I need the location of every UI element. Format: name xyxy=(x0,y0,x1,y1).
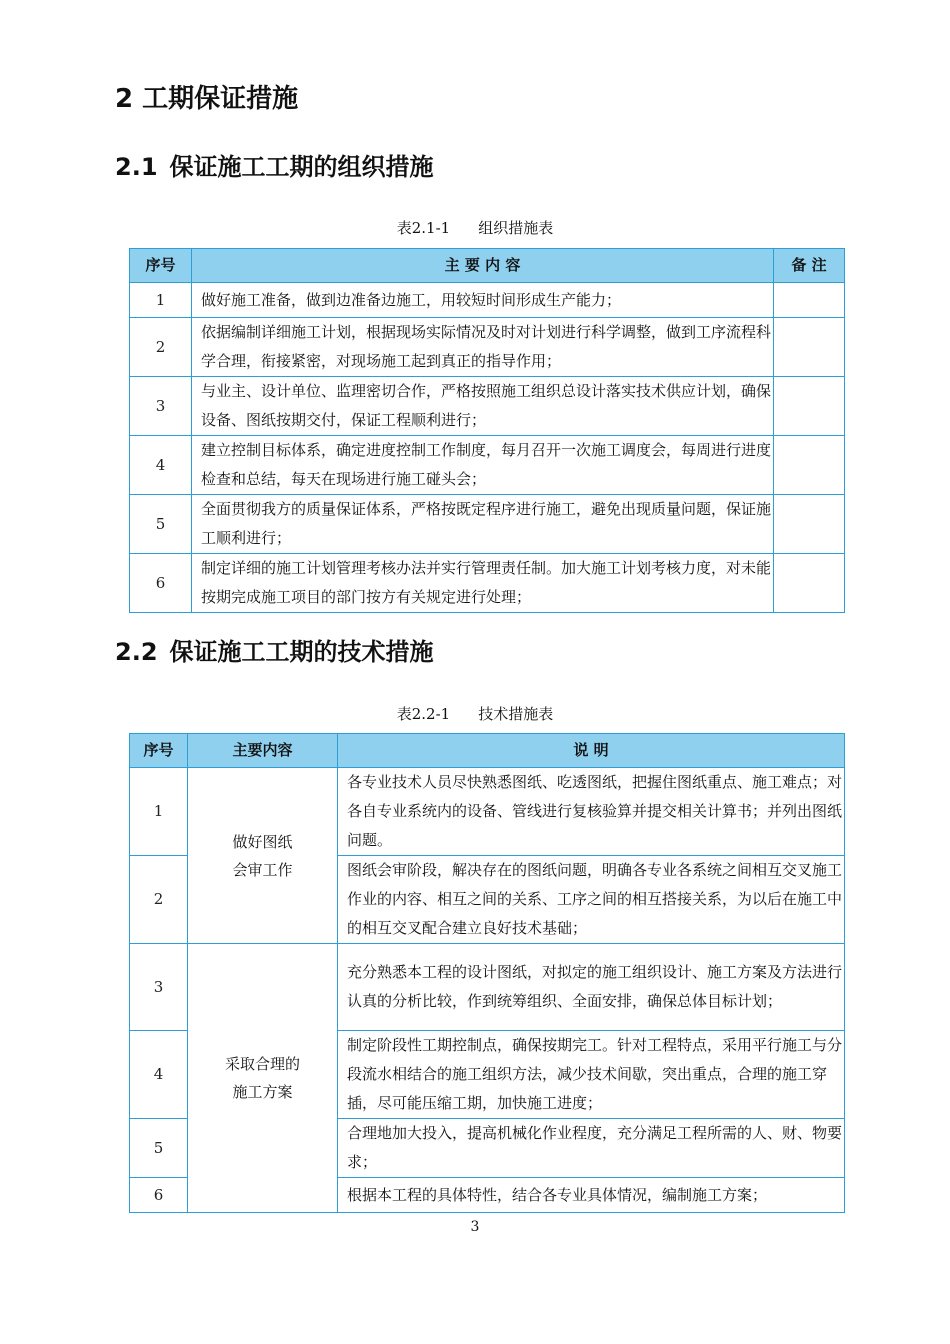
row-index: 3 xyxy=(130,377,192,436)
table-row xyxy=(130,283,845,318)
table-caption-2 xyxy=(0,703,950,724)
group-label-line: 做好图纸 xyxy=(232,832,293,851)
header-main-content: 主要内容 xyxy=(188,734,338,768)
table-row xyxy=(130,318,845,377)
technical-measures-table xyxy=(129,733,845,1213)
row-note xyxy=(774,495,845,554)
row-index: 4 xyxy=(130,1031,188,1119)
row-content: 与业主、设计单位、监理密切合作，严格按照施工组织总设计落实技术供应计划，确保设备、图纸按期交付，保证工程顺利进行； xyxy=(192,377,774,436)
row-index: 2 xyxy=(130,856,188,944)
row-index: 1 xyxy=(130,768,188,856)
table-caption-1 xyxy=(0,217,950,238)
header-content: 主 要 内 容 xyxy=(192,249,774,283)
row-index: 3 xyxy=(130,944,188,1031)
table-row xyxy=(130,554,845,613)
page-number: 3 xyxy=(470,1219,480,1235)
table-row xyxy=(130,436,845,495)
table-row xyxy=(130,495,845,554)
row-index: 6 xyxy=(130,1178,188,1213)
chapter-heading: 2 工期保证措施 xyxy=(115,84,299,114)
row-note xyxy=(774,283,845,318)
section-title: 保证施工工期的技术措施 xyxy=(169,638,434,666)
header-note: 备 注 xyxy=(774,249,845,283)
table-row xyxy=(130,377,845,436)
row-index: 6 xyxy=(130,554,192,613)
table-row xyxy=(130,944,845,1031)
organization-measures-table xyxy=(129,248,845,613)
row-content: 建立控制目标体系，确定进度控制工作制度，每月召开一次施工调度会，每周进行进度检查和总结，每天在现场进行施工碰头会； xyxy=(192,436,774,495)
row-note xyxy=(774,554,845,613)
row-note xyxy=(774,377,845,436)
row-description: 各专业技术人员尽快熟悉图纸、吃透图纸，把握住图纸重点、施工难点；对各自专业系统内的设备、管线进行复核验算并提交相关计算书；并列出图纸问题。 xyxy=(338,768,845,856)
row-description: 图纸会审阶段，解决存在的图纸问题，明确各专业各系统之间相互交叉施工作业的内容、相互之间的关系、工序之间的相互搭接关系，为以后在施工中的相互交叉配合建立良好技术基础； xyxy=(338,856,845,944)
table-header-row xyxy=(130,734,845,768)
section-title: 保证施工工期的组织措施 xyxy=(169,153,434,181)
header-index: 序号 xyxy=(130,249,192,283)
row-description: 合理地加大投入，提高机械化作业程度，充分满足工程所需的人、财、物要求； xyxy=(338,1119,845,1178)
group-label-line: 会审工作 xyxy=(232,860,293,879)
row-content: 全面贯彻我方的质量保证体系，严格按既定程序进行施工，避免出现质量问题，保证施工顺利进行； xyxy=(192,495,774,554)
row-index: 5 xyxy=(130,495,192,554)
group-label xyxy=(188,768,338,944)
row-description: 制定阶段性工期控制点，确保按期完工。针对工程特点，采用平行施工与分段流水相结合的施工组织方法，减少技术间歇，突出重点，合理的施工穿插，尽可能压缩工期，加快施工进度； xyxy=(338,1031,845,1119)
row-content: 制定详细的施工计划管理考核办法并实行管理责任制。加大施工计划考核力度，对未能按期完成施工项目的部门按方有关规定进行处理； xyxy=(192,554,774,613)
caption-number: 表2.1-1 xyxy=(396,219,451,237)
row-note xyxy=(774,436,845,495)
group-label-line: 采取合理的 xyxy=(224,1055,300,1073)
section-heading-2-1 xyxy=(115,147,434,182)
header-index: 序号 xyxy=(130,734,188,768)
section-heading-2-2 xyxy=(115,632,434,667)
row-index: 4 xyxy=(130,436,192,495)
row-description: 充分熟悉本工程的设计图纸，对拟定的施工组织设计、施工方案及方法进行认真的分析比较，作到统筹组织、全面安排，确保总体目标计划； xyxy=(338,944,845,1031)
caption-title: 技术措施表 xyxy=(478,705,554,723)
section-number: 2.2 xyxy=(115,638,158,666)
table-header-row xyxy=(130,249,845,283)
group-label-line: 施工方案 xyxy=(232,1083,293,1101)
row-index: 5 xyxy=(130,1119,188,1178)
row-note xyxy=(774,318,845,377)
table-row xyxy=(130,768,845,856)
row-content: 做好施工准备，做到边准备边施工，用较短时间形成生产能力； xyxy=(192,283,774,318)
row-content: 依据编制详细施工计划，根据现场实际情况及时对计划进行科学调整，做到工序流程科学合理，衔接紧密，对现场施工起到真正的指导作用； xyxy=(192,318,774,377)
row-index: 1 xyxy=(130,283,192,318)
row-index: 2 xyxy=(130,318,192,377)
group-label xyxy=(188,944,338,1213)
row-description: 根据本工程的具体特性，结合各专业具体情况，编制施工方案； xyxy=(338,1178,845,1213)
section-number: 2.1 xyxy=(115,153,158,181)
header-description: 说 明 xyxy=(338,734,845,768)
caption-title: 组织措施表 xyxy=(478,219,554,237)
caption-number: 表2.2-1 xyxy=(396,705,451,723)
